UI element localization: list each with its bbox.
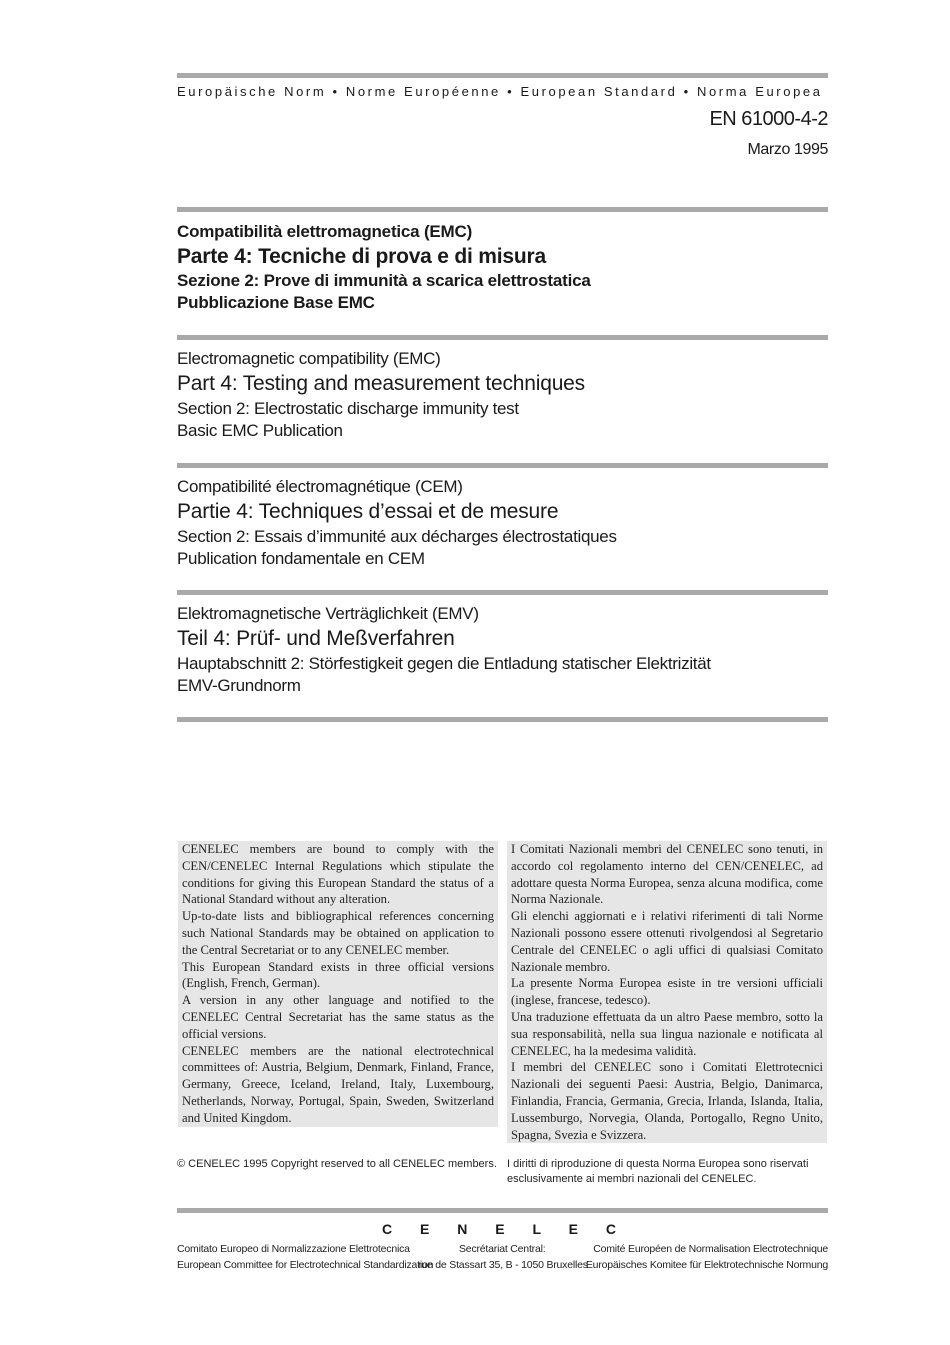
title-block-french [177,476,837,570]
legal-paragraph: This European Standard exists in three official versions (English, French, German). [182,959,494,991]
title-line-2: Partie 4: Techniques d’essai et de mesure [177,500,559,523]
cenelec-logo-text: C E N E L E C [382,1221,628,1237]
title-line-4: Pubblicazione Base EMC [177,293,375,312]
title-block-english [177,348,837,442]
legal-paragraph: A version in any other language and notified to the CENELEC Central Secretariat has the same status as the official versions. [182,993,494,1041]
title-line-1: Electromagnetic compatibility (EMC) [177,349,441,368]
legal-paragraph: I Comitati Nazionali membri del CENELEC sono tenuti, in accordo col regolamento interno del CEN/CENELEC, ad adottare questa Norma Europea, senza alcuna modifica, come Norma Nazionale. [511,842,823,907]
title-line-3: Section 2: Essais d’immunité aux décharges électrostatiques [177,527,617,546]
title-line-4: EMV-Grundnorm [177,676,301,695]
section-rule [177,207,828,212]
title-line-2: Part 4: Testing and measurement techniques [177,372,585,395]
title-block-italian [177,220,837,314]
section-rule [177,335,828,340]
top-rule [177,73,828,78]
footer-rule [177,1208,828,1213]
legal-paragraph: I membri del CENELEC sono i Comitati Elettrotecnici Nazionali dei seguenti Paesi: Austria, Belgio, Danimarca, Finlandia, Francia, Germania, Grecia, Irlanda, Islanda, Italia, Lussemburgo, Norvegia, Olanda, Portogallo, Regno Unito, Spagna, Svezia e Svizzera. [511,1060,823,1142]
legal-paragraph: Gli elenchi aggiornati e i relativi riferimenti di tali Norme Nazionali possono essere ottenuti rivolgendosi al Segretario Centrale del CENELEC o agli uffici di qualsiasi Comitato Nazionale membro. [511,909,823,974]
title-line-3: Section 2: Electrostatic discharge immunity test [177,399,519,418]
section-rule [177,590,828,595]
legal-paragraph: Una traduzione effettuata da un altro Paese membro, sotto la sua responsabilità, nella sua lingua nazionale e notificata al CENELEC, ha la medesima validità. [511,1009,823,1058]
section-rule [177,463,828,468]
legal-paragraph: CENELEC members are the national electrotechnical committees of: Austria, Belgium, Denmark, Finland, France, Germany, Greece, Iceland, Ireland, Italy, Luxembourg, Netherlands, Norway, Portugal, Spain, Sweden, Switzerland and United Kingdom. [182,1043,494,1125]
title-line-1: Compatibilité électromagnétique (CEM) [177,477,463,496]
legal-paragraph: CENELEC members are bound to comply with the CEN/CENELEC Internal Regulations which stipulate the conditions for giving this European Standard the status of a National Standard without any alteration. [182,842,494,907]
publication-date: Marzo 1995 [747,141,828,158]
copyright-english: © CENELEC 1995 Copyright reserved to all CENELEC members. [177,1158,497,1170]
title-line-3: Hauptabschnitt 2: Störfestigkeit gegen die Entladung statischer Elektrizität [177,654,711,673]
title-line-1: Compatibilità elettromagnetica (EMC) [177,222,473,241]
legal-notice-italian [507,841,827,1143]
standard-number: EN 61000-4-2 [709,108,828,130]
legal-notice-english [178,841,498,1127]
title-line-4: Publication fondamentale en CEM [177,549,425,568]
legal-paragraph: Up-to-date lists and bibliographical references concerning such National Standards may be obtained on application to the Central Secretariat or to any CENELEC member. [182,909,494,957]
legal-paragraph: La presente Norma Europea esiste in tre versioni ufficiali (inglese, francese, tedesco). [511,976,823,1008]
committee-name-italian: Comitato Europeo di Normalizzazione Elettrotecnica [177,1243,410,1255]
committee-name-german: Europäisches Komitee für Elektrotechnische Normung [585,1259,828,1271]
section-rule [177,717,828,722]
norm-language-line: Europäische Norm • Norme Européenne • European Standard • Norma Europea [177,84,823,99]
secretariat-address: rue de Stassart 35, B - 1050 Bruxelles [418,1259,588,1271]
title-line-2: Teil 4: Prüf- und Meßverfahren [177,627,455,650]
title-line-1: Elektromagnetische Verträglichkeit (EMV) [177,604,479,623]
committee-name-english: European Committee for Electrotechnical Standardization [177,1259,434,1271]
copyright-italian: I diritti di riproduzione di questa Norma Europea sono riservati esclusivamente ai membri nazionali del CENELEC. [507,1158,809,1185]
title-block-german [177,603,837,697]
committee-name-french: Comité Européen de Normalisation Electrotechnique [593,1243,828,1255]
secretariat-label: Secrétariat Central: [459,1243,546,1255]
title-line-4: Basic EMC Publication [177,421,343,440]
title-line-2: Parte 4: Tecniche di prova e di misura [177,245,546,268]
title-line-3: Sezione 2: Prove di immunità a scarica elettrostatica [177,271,591,290]
